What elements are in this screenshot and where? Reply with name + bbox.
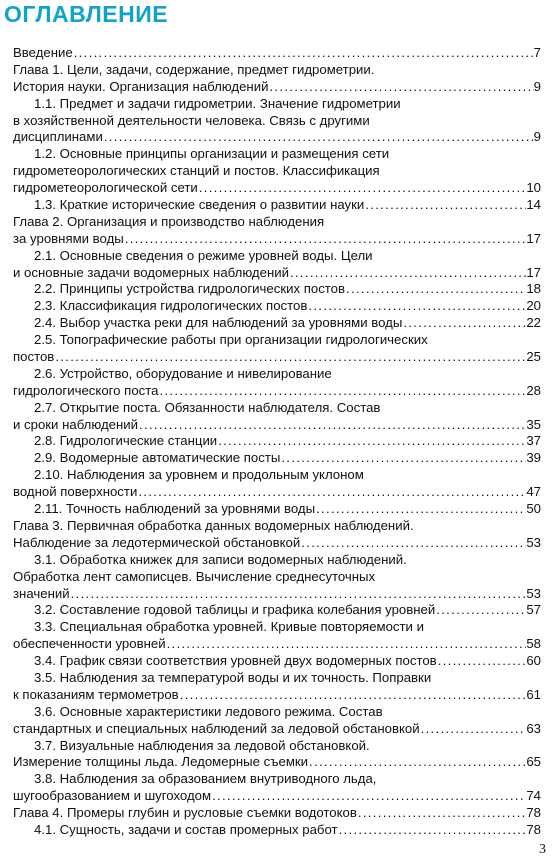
toc-line [13, 518, 541, 535]
toc-entry-text: 2.2. Принципы устройства гидрологических постов [34, 281, 346, 297]
dot-leader [307, 298, 526, 315]
dot-leader [211, 788, 526, 805]
page-number: 3 [539, 842, 546, 857]
toc-entry-text: 3.3. Специальная обработка уровней. Кривые повторяемости и [34, 619, 424, 635]
toc-line [13, 281, 541, 298]
toc-entry-text: 2.8. Гидрологические станции [34, 433, 218, 449]
dot-leader [268, 79, 533, 96]
toc-page-number: 35 [526, 416, 541, 432]
toc-entry-text: Глава 3. Первичная обработка данных водомерных наблюдений. [13, 517, 414, 533]
toc-entry[interactable] [13, 552, 541, 603]
toc-page-number: 58 [526, 636, 541, 652]
toc-entry[interactable] [13, 214, 541, 248]
toc-entry-text: 3.1. Обработка книжек для записи водомерных наблюдений. [34, 551, 407, 567]
dot-leader [73, 45, 534, 62]
toc-line [13, 146, 541, 163]
toc-line [13, 467, 541, 484]
toc-entry[interactable] [13, 332, 541, 366]
toc-page-number: 53 [526, 585, 541, 601]
toc-line [13, 62, 541, 79]
toc-line [13, 214, 541, 231]
toc-entry-text: 2.11. Точность наблюдений за уровнями воды [34, 501, 316, 517]
toc-entry-text: и основные задачи водомерных наблюдений [13, 264, 289, 280]
toc-entry-text: История науки. Организация наблюдений [13, 78, 269, 94]
toc-entry[interactable] [13, 805, 541, 822]
toc-line [13, 113, 541, 130]
toc-entry-text: 4.1. Сущность, задачи и состав промерных работ [34, 821, 338, 837]
toc-entry[interactable] [13, 518, 541, 552]
dot-leader [315, 501, 526, 518]
toc-line [13, 450, 541, 467]
toc-entry-text: гидрометеорологической сети [13, 180, 198, 196]
toc-entry-text: гидрологического поста [13, 382, 159, 398]
toc-page-number: 9 [533, 78, 541, 94]
toc-entry[interactable] [13, 146, 541, 197]
toc-entry-text: 2.1. Основные сведения о режиме уровней воды. Цели [34, 247, 373, 263]
toc-entry-text: постов [13, 349, 55, 365]
toc-line [13, 636, 541, 653]
toc-line [13, 738, 541, 755]
toc-line [13, 265, 541, 282]
toc-line [13, 721, 541, 738]
toc-entry-text: 2.9. Водомерные автоматические посты [34, 450, 281, 466]
toc-entry[interactable] [13, 298, 541, 315]
toc-line [13, 315, 541, 332]
toc-entry[interactable] [13, 738, 541, 772]
toc-line [13, 45, 541, 62]
toc-line [13, 400, 541, 417]
dot-leader [103, 129, 534, 146]
toc-line [13, 771, 541, 788]
toc-entry-text: 3.5. Наблюдения за температурой воды и их точность. Поправки [34, 669, 432, 685]
toc-line [13, 180, 541, 197]
toc-entry-text: Глава 4. Промеры глубин и русловые съемки водотоков [13, 805, 357, 821]
dot-leader [364, 197, 526, 214]
dot-leader [198, 180, 527, 197]
toc-line [13, 383, 541, 400]
dot-leader [179, 687, 527, 704]
toc-page-number: 39 [526, 450, 541, 466]
toc-entry[interactable] [13, 400, 541, 434]
toc-page-number: 20 [526, 298, 541, 314]
toc-page-number: 28 [526, 382, 541, 398]
toc-entry-text: 1.3. Краткие исторические сведения о развитии науки [34, 197, 365, 213]
toc-entry-text: к показаниям термометров [13, 686, 179, 702]
toc-line [13, 96, 541, 113]
toc-line [13, 552, 541, 569]
toc-entry-text: обеспеченности уровней [13, 636, 166, 652]
toc-line [13, 586, 541, 603]
toc-entry[interactable] [13, 704, 541, 738]
toc-line [13, 349, 541, 366]
page-title: ОГЛАВЛЕНИЕ [4, 1, 169, 27]
toc-entry[interactable] [13, 197, 541, 214]
toc-page-number: 53 [526, 534, 541, 550]
toc-line [13, 602, 541, 619]
toc-line [13, 79, 541, 96]
dot-leader [217, 433, 526, 450]
toc-line [13, 569, 541, 586]
toc-line [13, 754, 541, 771]
toc-entry[interactable] [13, 62, 541, 96]
toc-page-number: 60 [526, 653, 541, 669]
dot-leader [402, 315, 526, 332]
toc-entry[interactable] [13, 96, 541, 147]
toc-page-number: 14 [526, 197, 541, 213]
toc-entry-text: Глава 1. Цели, задачи, содержание, предмет гидрометрии. [13, 61, 375, 77]
toc-line [13, 163, 541, 180]
toc-entry-text: 3.7. Визуальные наблюдения за ледовой обстановкой. [34, 737, 370, 753]
dot-leader [357, 805, 526, 822]
toc-line [13, 197, 541, 214]
toc-entry-text: 2.6. Устройство, оборудование и нивелирование [34, 365, 332, 381]
toc-page-number: 61 [526, 686, 541, 702]
toc-entry-text: и сроки наблюдений [13, 416, 139, 432]
toc-line [13, 704, 541, 721]
toc-entry-text: 3.8. Наблюдения за образованием внутриводного льда, [34, 771, 377, 787]
toc-entry[interactable] [13, 619, 541, 653]
toc-line [13, 332, 541, 349]
toc-entry-text: 2.10. Наблюдения за уровнем и продольным уклоном [34, 467, 364, 483]
toc-line [13, 653, 541, 670]
toc-line [13, 231, 541, 248]
toc-page-number: 37 [526, 433, 541, 449]
toc-entry[interactable] [13, 366, 541, 400]
toc-line [13, 805, 541, 822]
dot-leader [437, 653, 527, 670]
toc-entry-text: дисциплинами [13, 129, 103, 145]
dot-leader [308, 754, 526, 771]
toc-entry-text: 2.7. Открытие поста. Обязанности наблюдателя. Состав [34, 399, 381, 415]
toc-entry-text: водной поверхности [13, 484, 138, 500]
dot-leader [54, 349, 526, 366]
toc-entry[interactable] [13, 670, 541, 704]
toc-page-number: 65 [526, 754, 541, 770]
toc-line [13, 366, 541, 383]
toc-page-number: 7 [533, 45, 541, 60]
toc-entry-text: значений [13, 585, 70, 601]
dot-leader [137, 484, 526, 501]
toc-entry[interactable] [13, 771, 541, 805]
toc-page-number: 9 [533, 129, 541, 145]
toc-entry-text: Измерение толщины льда. Ледомерные съемки [13, 754, 309, 770]
toc-line [13, 822, 541, 839]
toc-entry-text: 1.1. Предмет и задачи гидрометрии. Значение гидрометрии [34, 95, 401, 111]
toc-entry[interactable] [13, 45, 541, 62]
toc-entry[interactable] [13, 467, 541, 501]
toc-entry[interactable] [13, 501, 541, 518]
toc-page-number: 25 [526, 349, 541, 365]
toc-entry-text: 1.2. Основные принципы организации и размещения сети [34, 146, 390, 162]
toc-page-number: 50 [526, 501, 541, 517]
toc-entry[interactable] [13, 315, 541, 332]
toc-line [13, 484, 541, 501]
toc-line [13, 687, 541, 704]
toc-page-number: 22 [526, 315, 541, 331]
toc-entry[interactable] [13, 281, 541, 298]
toc-line [13, 248, 541, 265]
toc-entry-text: Наблюдение за ледотермической обстановкой [13, 534, 301, 550]
toc-entry-text: 2.4. Выбор участка реки для наблюдений за уровнями воды [34, 315, 403, 331]
toc-page-number: 74 [526, 788, 541, 804]
dot-leader [138, 417, 526, 434]
toc-entry-text: шугообразованием и шугоходом [13, 788, 212, 804]
toc-entry-text: 3.4. График связи соответствия уровней двух водомерных постов [34, 653, 437, 669]
toc-page-number: 10 [526, 180, 541, 196]
table-of-contents [13, 45, 541, 839]
toc-entry-text: 3.6. Основные характеристики ледового режима. Состав [34, 703, 383, 719]
toc-line [13, 535, 541, 552]
toc-entry-text: 2.5. Топографические работы при организации гидрологических [34, 332, 428, 348]
toc-page-number: 17 [526, 230, 541, 246]
dot-leader [300, 535, 526, 552]
toc-page-number: 57 [526, 602, 541, 618]
toc-page-number: 78 [526, 821, 541, 837]
toc-entry-text: стандартных и специальных наблюдений за ледовой обстановкой [13, 720, 420, 736]
toc-entry-text: Глава 2. Организация и производство наблюдения [13, 213, 325, 229]
toc-line [13, 619, 541, 636]
toc-page-number: 18 [526, 281, 541, 297]
toc-entry-text: Введение [13, 45, 73, 60]
dot-leader [338, 822, 527, 839]
toc-entry-text: за уровнями воды [13, 230, 124, 246]
toc-entry-text: 2.3. Классификация гидрологических постов [34, 298, 308, 314]
toc-line [13, 788, 541, 805]
toc-page-number: 78 [526, 805, 541, 821]
dot-leader [280, 450, 526, 467]
toc-line [13, 501, 541, 518]
toc-entry[interactable] [13, 653, 541, 670]
dot-leader [158, 383, 526, 400]
toc-entry[interactable] [13, 433, 541, 450]
dot-leader [166, 636, 527, 653]
toc-line [13, 129, 541, 146]
toc-page-number: 47 [526, 484, 541, 500]
toc-entry[interactable] [13, 602, 541, 619]
toc-entry-text: 3.2. Составление годовой таблицы и графика колебания уровней [34, 602, 436, 618]
toc-line [13, 433, 541, 450]
toc-line [13, 670, 541, 687]
toc-line [13, 298, 541, 315]
toc-entry-text: гидрометеорологических станций и постов. Классификация [13, 163, 380, 179]
toc-entry[interactable] [13, 822, 541, 839]
dot-leader [435, 602, 526, 619]
toc-entry-text: в хозяйственной деятельности человека. Связь с другими [13, 112, 370, 128]
dot-leader [420, 721, 527, 738]
toc-line [13, 417, 541, 434]
toc-entry[interactable] [13, 450, 541, 467]
dot-leader [289, 265, 526, 282]
toc-page-number: 17 [526, 264, 541, 280]
dot-leader [345, 281, 526, 298]
toc-page-number: 63 [526, 720, 541, 736]
toc-entry-text: Обработка лент самописцев. Вычисление среднесуточных [13, 568, 376, 584]
dot-leader [70, 586, 527, 603]
dot-leader [124, 231, 527, 248]
toc-entry[interactable] [13, 248, 541, 282]
